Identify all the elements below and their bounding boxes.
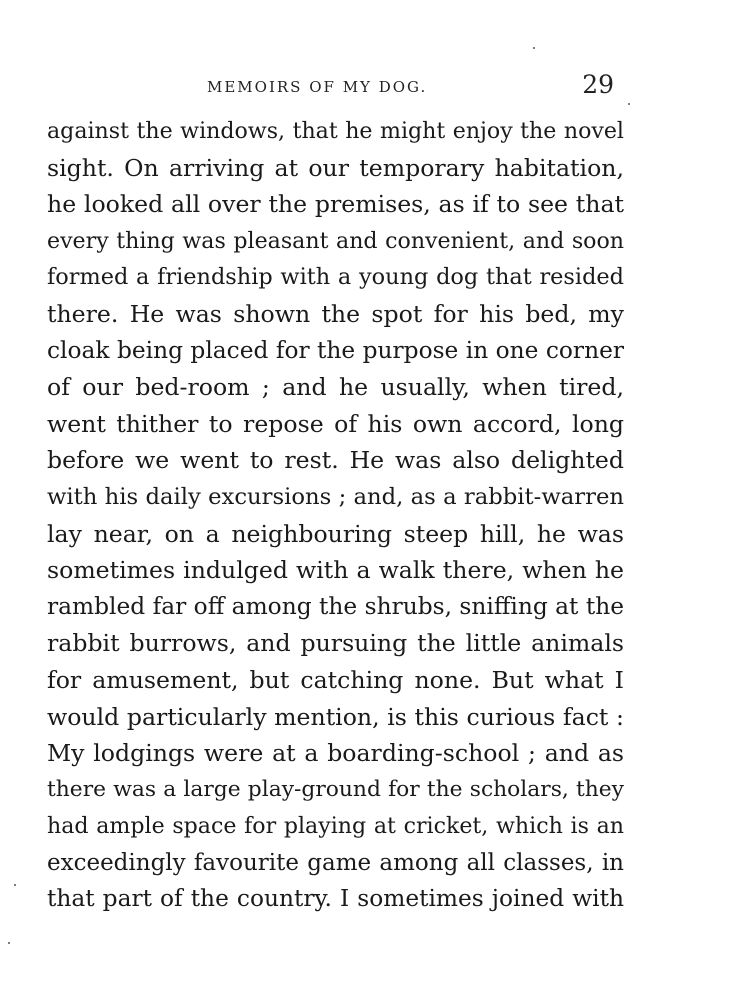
running-title: MEMOIRS OF MY DOG. — [207, 78, 428, 96]
text-line: formed a friendship with a young dog that resided — [47, 264, 624, 291]
text-line: there was a large play-ground for the scholars, they — [47, 776, 624, 802]
text-line: lay near, on a neighbouring steep hill, he was — [47, 519, 624, 548]
text-line: there. He was shown the spot for his bed, my — [47, 299, 624, 328]
text-line: every thing was pleasant and convenient, and soon — [47, 227, 624, 254]
text-line: had ample space for playing at cricket, which is an — [47, 813, 624, 840]
page-number: 29 — [582, 70, 614, 99]
text-line: for amusement, but catching none. But what I — [47, 665, 624, 694]
print-speck — [628, 103, 630, 105]
text-line: would particularly mention, is this curious fact : — [47, 702, 624, 731]
text-line: went thither to repose of his own accord, long — [47, 409, 624, 438]
text-line: rambled far off among the shrubs, sniffing at the — [47, 592, 624, 620]
text-line: sight. On arriving at our temporary habitation, — [47, 153, 624, 182]
print-speck — [533, 47, 535, 49]
text-line: rabbit burrows, and pursuing the little animals — [47, 629, 624, 658]
text-line: cloak being placed for the purpose in one corner — [47, 336, 624, 364]
text-line: sometimes indulged with a walk there, when he — [47, 556, 624, 585]
text-line: before we went to rest. He was also delighted — [47, 446, 624, 475]
text-line: My lodgings were at a boarding-school ; and as — [47, 739, 624, 768]
text-line: exceedingly favourite game among all classes, in — [47, 849, 624, 876]
text-line: that part of the country. I sometimes joined with — [47, 885, 624, 913]
text-line: of our bed-room ; and he usually, when tired, — [47, 373, 624, 402]
text-line: against the windows, that he might enjoy the novel — [47, 118, 624, 144]
print-speck — [8, 942, 10, 944]
text-line: with his daily excursions ; and, as a rabbit-warren — [47, 483, 624, 510]
print-speck — [14, 884, 16, 886]
running-head — [47, 70, 624, 100]
body-text — [47, 113, 624, 918]
text-line: he looked all over the premises, as if to see that — [47, 190, 624, 219]
